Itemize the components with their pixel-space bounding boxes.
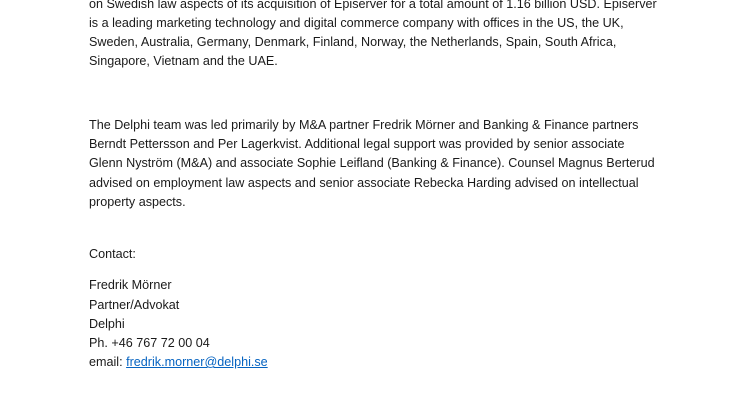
paragraph-1-line-2: is a leading marketing technology and digital commerce company with offices in the US, the UK, [89, 16, 624, 30]
paragraph-2-line-4: advised on employment law aspects and senior associate Rebecka Harding advised on intellectual [89, 176, 639, 190]
contact-heading: Contact: [89, 247, 136, 261]
paragraph-1-line-3: Sweden, Australia, Germany, Denmark, Finland, Norway, the Netherlands, Spain, South Africa, [89, 35, 617, 49]
paragraph-2-line-3: Glenn Nyström (M&A) and associate Sophie Leifland (Banking & Finance). Counsel Magnus Berterud [89, 156, 655, 170]
paragraph-2-line-2: Berndt Pettersson and Per Lagerkvist. Additional legal support was provided by senior associate [89, 137, 625, 151]
email-link[interactable]: fredrik.morner@delphi.se [126, 355, 268, 369]
contact-name: Fredrik Mörner [89, 278, 172, 292]
contact-email-label: email: [89, 355, 127, 369]
contact-firm: Delphi [89, 317, 125, 331]
contact-phone: Ph. +46 767 72 00 04 [89, 336, 210, 350]
paragraph-1-line-1: on Swedish law aspects of its acquisition of Episerver for a total amount of 1.16 billion USD. Episerver [89, 0, 657, 11]
contact-email-line [89, 354, 268, 370]
paragraph-2-line-5: property aspects. [89, 195, 186, 209]
paragraph-1-line-4: Singapore, Vietnam and the UAE. [89, 54, 278, 68]
paragraph-2-line-1: The Delphi team was led primarily by M&A partner Fredrik Mörner and Banking & Finance partners [89, 118, 639, 132]
contact-title: Partner/Advokat [89, 298, 180, 312]
